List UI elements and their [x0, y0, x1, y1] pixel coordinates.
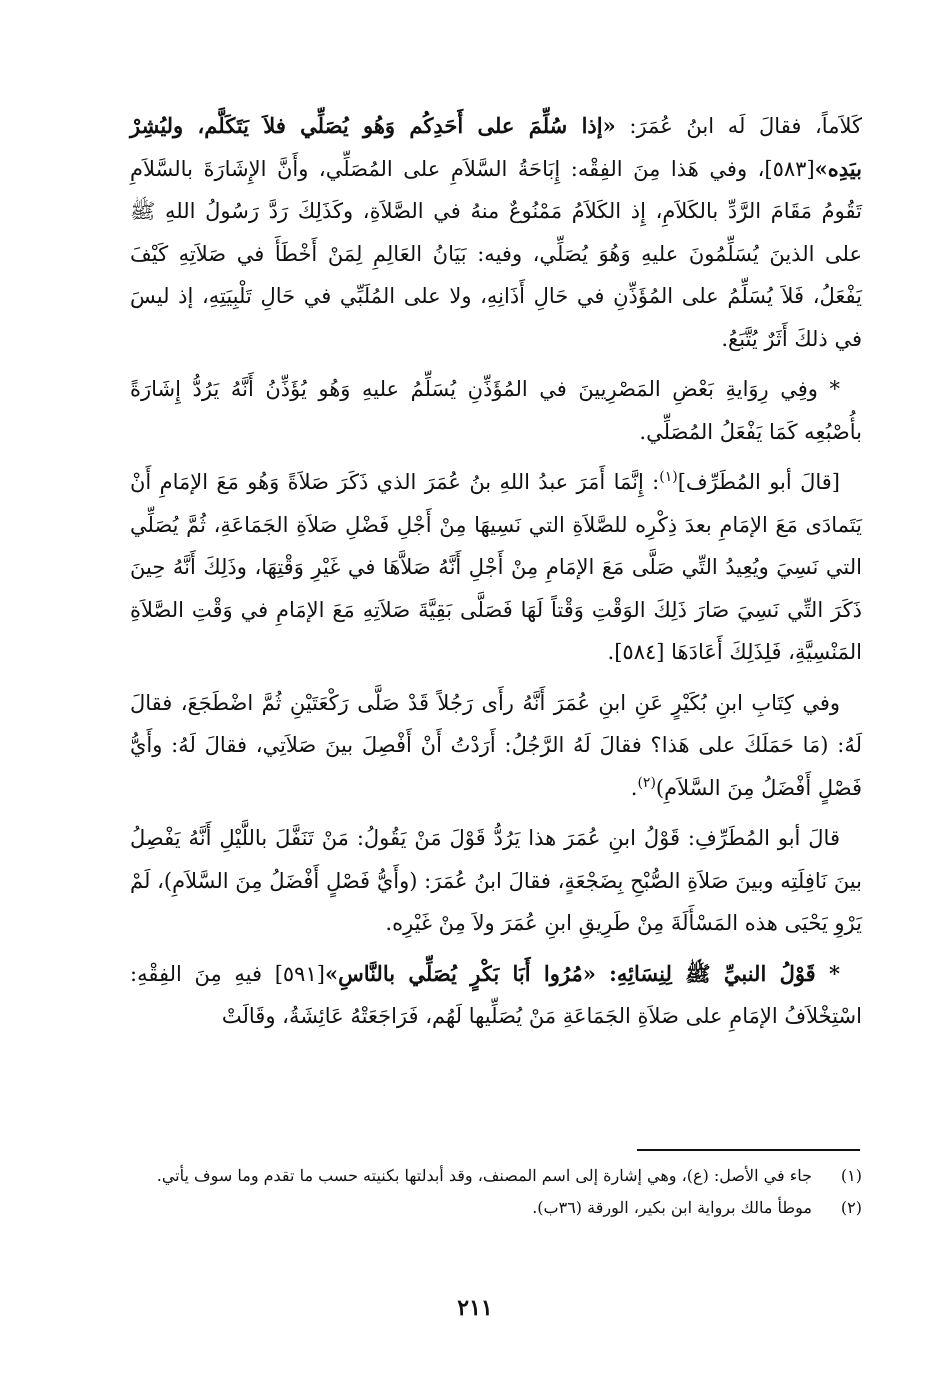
footnote-ref-2: (٢) [637, 774, 656, 791]
paragraph-2: * وفِي رِوَايةِ بَعْضِ المَصْرِيينَ في المُؤَذِّنِ يُسَلِّمُ عليهِ وَهُو يُؤَذِّنُ أَنَّهُ يَرُدُّ إِشَارَةً بأُصْبُعِه كَمَا يَفْعَلُ المُصَلِّي. [130, 377, 862, 444]
footnote-1-text: جاء في الأصل: (ع)، وهي إشارة إلى اسم المصنف، وقد أبدلتها بكنيته حسب ما تقدم وما سوف يأتي. [156, 1166, 812, 1185]
footnote-ref-1: (١) [659, 469, 678, 485]
paragraph-6 [130, 953, 862, 1038]
paragraph-5: قالَ أبو المُطَرِّفِ: قَوْلُ ابنِ عُمَرَ هذا يَرُدُّ قَوْلَ مَنْ يَقُولُ: مَنْ تَنَفَّلَ باللَّيْلِ أَنَّهُ يَفْصِلُ بينَ نَافِلَتِه وبينَ صَلاَةِ الصُّبْحِ بِضَجْعَةٍ، فقالَ ابنُ عُمَرَ: (وأَيُّ فَصْلٍ أَفْضَلُ مِنَ السَّلاَمِ)، لَمْ يَرْوِ يَحْيَى هذه المَسْأَلَةَ مِنْ طَرِيقِ ابنِ عُمَرَ ولاَ مِنْ غَيْرِه. [130, 826, 862, 935]
paragraph-3 [130, 461, 862, 674]
page-number: ٢١١ [457, 1295, 493, 1321]
footnote-separator [637, 1149, 860, 1151]
paragraph-4 [130, 682, 862, 810]
main-text [130, 105, 862, 1046]
footnotes [130, 1160, 862, 1224]
paragraph-1-lead: كَلاَماً، فقالَ لَه ابنُ عُمَرَ: [615, 114, 862, 138]
footnote-2 [130, 1192, 862, 1224]
footnote-1-number: (١) [840, 1166, 862, 1185]
paragraph-1-text: [٥٨٣]، وفي هَذا مِنَ الفِقْه: إِبَاحَةُ السَّلاَمِ على المُصَلِّي، وأَنَّ الإِشَارَةَ بالسَّلاَمِ تَقُومُ مَقَامَ الرَّدِّ بالكَلاَمِ، إِذ الكَلاَمُ مَمْنُوعٌ منهُ في الصَّلاَةِ، وكَذَلِكَ رَدَّ رَسُولُ اللهِ ﷺ على الذينَ يُسَلِّمُونَ عليهِ وَهُوَ يُصَلِّي، وفيه: بَيَانُ العَالِمِ لِمَنْ أَخْطَأَ في صَلاَتِهِ كَيْفَ يَفْعَلُ، فَلاَ يُسَلِّمُ على المُؤَذِّنِ في حَالِ أَذَانِهِ، ولا على المُلَبِّي في حَالِ تَلْبِيَتِهِ، إذ ليسَ في ذلكَ أَثَرٌ يُتَّبَعُ. [130, 156, 862, 351]
paragraph-6-text: [٥٩١] فيهِ مِنَ الفِقْهِ: اسْتِخْلاَفُ الإمَامِ على صَلاَةِ الجَمَاعَةِ مَنْ يُصَلِّيها لَهُم، فَرَاجَعَتْهُ عَائِشَةُ، وقَالَتْ [130, 961, 862, 1028]
hadith-quote-2: «مُرُوا أَبَا بَكْرٍ يُصَلِّي بالنَّاسِ» [324, 960, 596, 986]
paragraph-6-lead: * قَوْلُ النبيِّ ﷺ لِنِسَائِهِ: [595, 960, 841, 986]
paragraph-3-text: : إِنَّمَا أَمَرَ عبدُ اللهِ بنُ عُمَرَ الذي ذَكَرَ صَلاَةً وَهُو مَعَ الإمَامِ أَنْ يَتَمادَى مَعَ الإمَامِ بعدَ ذِكْرِه للصَّلاَةِ التي نَسِيهَا مِنْ أَجْلِ فَضْلِ صَلاَةِ الجَمَاعَةِ، ثُمَّ يُصَلِّي التي نَسِيَ ويُعِيدُ التِّي صَلَّى مَعَ الإمَامِ مِنْ أَجْلِ أَنَّهُ صَلاَّهَا في غَيْرِ وَقْتِهَا، وذَلِكَ أَنَّهُ حِينَ ذَكَرَ التِّي نَسِيَ صَارَ ذَلِكَ الوَقْتِ وَقْتاً لَهَا فَصَلَّى بَقِيَّةَ صَلاَتِهِ مَعَ الإمَامِ في وَقْتِ الصَّلاَةِ المَنْسِيَّةِ، فَلِذَلِكَ أَعَادَهَا [٥٨٤]. [130, 470, 862, 664]
footnote-2-number: (٢) [840, 1198, 862, 1217]
paragraph-4-text: وفي كِتَابِ ابنِ بُكَيْرٍ عَنِ ابنِ عُمَرَ أَنَّهُ رأَى رَجُلاً قَدْ صَلَّى رَكْعَتَيْنِ ثُمَّ اضْطَجَعَ، فقالَ لَهُ: (مَا حَمَلَكَ على هَذا؟ فقالَ لَهُ الرَّجُلُ: أَرَدْتُ أَنْ أَفْصِلَ بينَ صَلاَتِي، فقالَ لَهُ: وأَيُّ فَصْلٍ أَفْضَلُ مِنَ السَّلاَمِ) [130, 690, 862, 800]
paragraph-3-lead: [قالَ أبو المُطَرِّف] [677, 470, 840, 494]
paragraph-1 [130, 105, 862, 360]
footnote-1 [130, 1160, 862, 1192]
paragraph-4-end: . [630, 775, 638, 800]
footnote-2-text: موطأ مالك برواية ابن بكير، الورقة (٣٦ب). [532, 1198, 812, 1217]
hadith-quote-1: «إذا سُلِّمَ على أَحَدِكُم وَهُو يُصَلِّي فلاَ يَتَكَلَّم، وليُشِرْ بيَدِه» [130, 113, 862, 181]
